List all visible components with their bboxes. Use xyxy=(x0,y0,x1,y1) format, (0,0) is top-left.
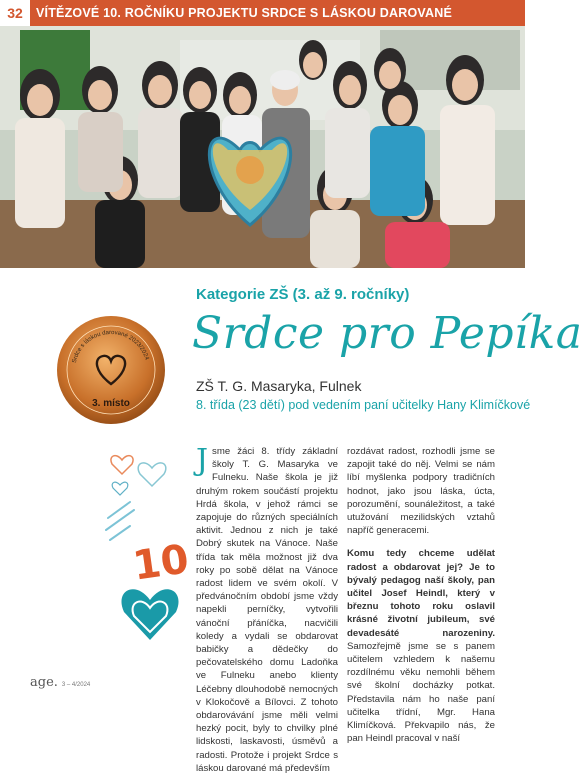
small-heart-icon xyxy=(112,482,128,495)
column2-paragraph-2: Samozřejmě jsme se s panem učitelem vzhledem k našemu rozdílnému věku nemohli během své školní docházky potkat. Představila nám ho naše paní učitelka třídní, Mgr. Hana Klimíčková. Překvapilo nás, že pan Heindl pracoval v naší xyxy=(347,640,495,745)
medal-badge xyxy=(55,314,167,426)
medal-place: 3. místo xyxy=(92,398,130,409)
class-info: 8. třída (23 dětí) pod vedením paní učitelky Hany Klimíčkové xyxy=(196,398,531,412)
school-name: ZŠ T. G. Masaryka, Fulnek xyxy=(196,378,362,394)
page-footer xyxy=(30,675,90,690)
number-ten: 10 xyxy=(130,536,192,590)
column2-bold-text: Komu tedy chceme udělat radost a obdarovat jej? Je to bývalý pedagog naší školy, pan učitel Josef Heindl, který v březnu tohoto roku oslavil krásné životní jubileum, své devadesáté narozeniny. xyxy=(347,548,495,639)
medal-ring-text: Srdce s láskou darované 2023/2024 xyxy=(71,329,150,364)
drop-cap: J xyxy=(196,443,209,478)
page-number: 32 xyxy=(0,0,30,26)
page-header xyxy=(0,0,525,26)
article-title: Srdce pro Pepíka xyxy=(192,308,583,359)
column1-text: sme žáci 8. třídy základní školy T. G. Masaryka ve Fulneku. Naše škola je již druhým rokem součástí projektu Hrdá škola, v jehož rámci se zapojuje do různých speciálních aktivit. Jednou z nich je také Dobrý skutek na Vánoce. Naše třída tak měla možnost již dva roky po sobě dělat na Vánoce radost lidem ve svém okolí. V předvánočním období jsme vždy napekli perníčky, vytvořili vánoční přáníčka, nacvičili koledy a vydali se obdarovat babičky a dědečky do pečovatelského domu Ladoňka ve Fulneku anebo klienty Léčebny dlouhodobě nemocných v Klokočově a Bílovci. Z tohoto obdarovávání jsme měli velmi hezký pocit, byly to chvilky plné lidskosti, laskavosti, úsměvů a radosti. Protože i projekt Srdce s láskou darované má především xyxy=(196,446,338,774)
small-heart-icon xyxy=(138,463,166,486)
brush-strokes xyxy=(106,502,134,540)
footer-issue: 3 – 4/2024 xyxy=(61,682,91,688)
body-column-1 xyxy=(196,445,338,775)
column2-paragraph-1: rozdávat radost, rozhodli jsme se zapojit také do něj. Velmi se nám líbí myšlenka podpory tradičních hodnot, jako jsou láska, úcta, porozumění, sounáležitost, a také utužování mezilidských vztahů napříč generacemi. xyxy=(347,446,495,537)
group-photo xyxy=(0,0,525,268)
category-label: Kategorie ZŠ (3. až 9. ročníky) xyxy=(196,286,410,303)
small-heart-icon xyxy=(111,456,133,474)
body-column-2 xyxy=(347,445,495,755)
footer-logo: age. xyxy=(30,675,58,690)
header-title: VÍTĚZOVÉ 10. ROČNÍKU PROJEKTU SRDCE S LÁSKOU DAROVANÉ xyxy=(36,6,452,20)
photo-illustration xyxy=(0,0,525,268)
